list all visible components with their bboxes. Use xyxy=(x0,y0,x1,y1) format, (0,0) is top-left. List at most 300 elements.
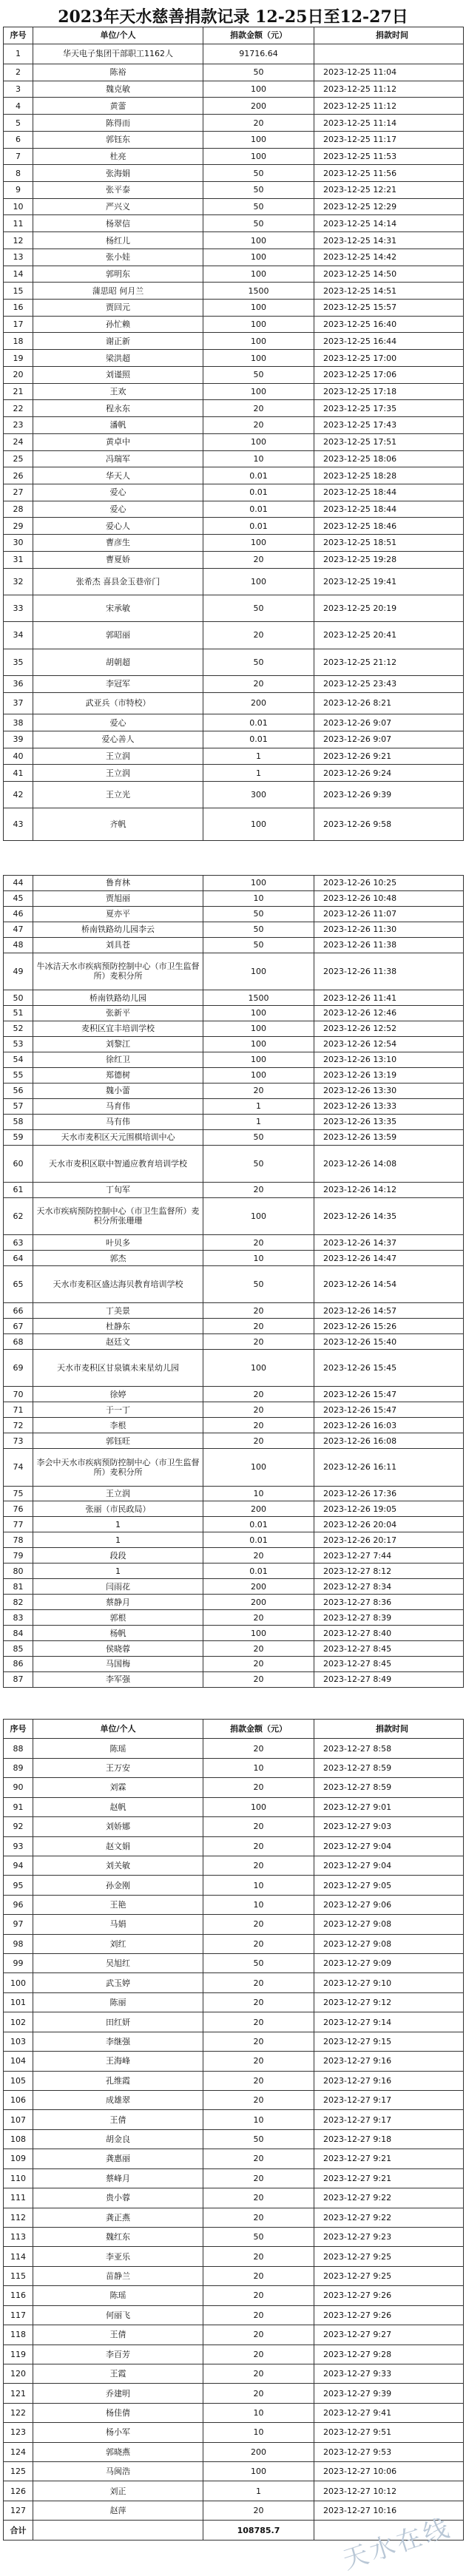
header-amount: 捐款金额（元） xyxy=(203,27,314,44)
table-row xyxy=(4,484,464,501)
table-row xyxy=(4,1579,464,1595)
row-amount: 20 xyxy=(203,1836,314,1856)
row-seq: 119 xyxy=(4,2345,33,2364)
row-seq: 122 xyxy=(4,2403,33,2422)
row-seq: 80 xyxy=(4,1563,33,1579)
table-row xyxy=(4,765,464,782)
row-time: 2023-12-25 12:29 xyxy=(314,198,464,215)
row-amount: 100 xyxy=(203,1052,314,1067)
row-time: 2023-12-27 8:40 xyxy=(314,1626,464,1641)
table-row xyxy=(4,2442,464,2461)
row-amount: 10 xyxy=(203,1895,314,1914)
row-amount: 20 xyxy=(203,1817,314,1836)
row-donor: 桥南铁路幼儿园 xyxy=(33,990,203,1006)
row-seq: 97 xyxy=(4,1915,33,1934)
row-seq: 76 xyxy=(4,1501,33,1517)
row-time: 2023-12-25 17:51 xyxy=(314,433,464,450)
row-donor: 叶贝多 xyxy=(33,1235,203,1251)
table-row xyxy=(4,81,464,98)
row-amount: 20 xyxy=(203,1083,314,1098)
total-empty xyxy=(33,2521,203,2540)
table-row xyxy=(4,2481,464,2501)
row-donor: 王欢 xyxy=(33,383,203,400)
row-seq: 64 xyxy=(4,1251,33,1266)
row-amount: 50 xyxy=(203,595,314,621)
table-row xyxy=(4,501,464,518)
row-amount: 10 xyxy=(203,890,314,906)
table-row xyxy=(4,2286,464,2305)
table-row xyxy=(4,1052,464,1067)
table-row xyxy=(4,1797,464,1816)
table-row xyxy=(4,1083,464,1098)
row-time: 2023-12-26 15:40 xyxy=(314,1334,464,1350)
row-donor: 贾回元 xyxy=(33,300,203,317)
table-row xyxy=(4,2227,464,2246)
row-donor: 张平泰 xyxy=(33,182,203,199)
row-amount: 100 xyxy=(203,953,314,990)
row-amount: 100 xyxy=(203,1797,314,1816)
row-amount: 50 xyxy=(203,937,314,953)
header-donor: 单位/个人 xyxy=(33,27,203,44)
row-donor: 王万安 xyxy=(33,1758,203,1777)
row-time: 2023-12-27 9:03 xyxy=(314,1817,464,1836)
row-donor: 张小娃 xyxy=(33,249,203,266)
row-seq: 70 xyxy=(4,1387,33,1402)
row-donor: 丁旬军 xyxy=(33,1182,203,1197)
row-donor: 爱心 xyxy=(33,484,203,501)
row-seq: 106 xyxy=(4,2091,33,2110)
row-time: 2023-12-26 20:04 xyxy=(314,1517,464,1532)
row-time: 2023-12-27 8:36 xyxy=(314,1595,464,1610)
row-amount: 20 xyxy=(203,1778,314,1797)
row-time: 2023-12-27 8:58 xyxy=(314,1739,464,1758)
row-donor: 刘正 xyxy=(33,2481,203,2501)
table-row xyxy=(4,2462,464,2481)
row-amount: 100 xyxy=(203,249,314,266)
row-amount: 50 xyxy=(203,649,314,675)
table-row xyxy=(4,1402,464,1418)
row-seq: 104 xyxy=(4,2052,33,2071)
row-amount: 100 xyxy=(203,316,314,333)
table-row xyxy=(4,1319,464,1334)
row-donor: 龚惠丽 xyxy=(33,2149,203,2168)
row-donor: 于一丁 xyxy=(33,1402,203,1418)
row-seq: 83 xyxy=(4,1610,33,1626)
row-donor: 刘娇娜 xyxy=(33,1817,203,1836)
row-donor: 华天电子集团干部职工1162人 xyxy=(33,44,203,64)
row-amount: 0.01 xyxy=(203,467,314,484)
row-time: 2023-12-27 8:45 xyxy=(314,1641,464,1657)
header-donor: 单位/个人 xyxy=(33,1720,203,1739)
row-amount: 20 xyxy=(203,2071,314,2090)
table-row xyxy=(4,551,464,568)
row-donor: 李继强 xyxy=(33,2032,203,2051)
row-donor: 刘黎江 xyxy=(33,1036,203,1052)
table-row xyxy=(4,2364,464,2383)
row-seq: 20 xyxy=(4,366,33,383)
row-donor: 杜静东 xyxy=(33,1319,203,1334)
row-amount: 20 xyxy=(203,2032,314,2051)
row-seq: 48 xyxy=(4,937,33,953)
row-time: 2023-12-27 10:06 xyxy=(314,2462,464,2481)
row-amount: 20 xyxy=(203,400,314,417)
table-row xyxy=(4,1036,464,1052)
row-time: 2023-12-26 9:39 xyxy=(314,782,464,808)
row-amount: 0.01 xyxy=(203,518,314,535)
row-amount: 200 xyxy=(203,692,314,714)
row-seq: 115 xyxy=(4,2266,33,2285)
table-row xyxy=(4,400,464,417)
table-row xyxy=(4,98,464,115)
row-amount: 0.01 xyxy=(203,714,314,731)
row-seq: 51 xyxy=(4,1006,33,1021)
table-row xyxy=(4,1235,464,1251)
table-row xyxy=(4,1098,464,1114)
row-seq: 29 xyxy=(4,518,33,535)
row-donor: 王倩 xyxy=(33,2110,203,2129)
row-seq: 127 xyxy=(4,2501,33,2520)
row-seq: 85 xyxy=(4,1641,33,1657)
table-row xyxy=(4,1739,464,1758)
row-time: 2023-12-27 9:05 xyxy=(314,1876,464,1895)
row-amount: 100 xyxy=(203,1021,314,1036)
row-time: 2023-12-27 9:14 xyxy=(314,2012,464,2032)
table-row xyxy=(4,232,464,249)
row-time: 2023-12-25 14:14 xyxy=(314,215,464,232)
row-time: 2023-12-26 15:47 xyxy=(314,1402,464,1418)
row-donor: 李会中天水市疾病预防控制中心（市卫生监督所）麦积分所 xyxy=(33,1449,203,1486)
row-donor: 段段 xyxy=(33,1548,203,1563)
row-time: 2023-12-25 19:41 xyxy=(314,568,464,595)
row-seq: 47 xyxy=(4,922,33,937)
table-row xyxy=(4,1114,464,1129)
row-donor: 孔维霞 xyxy=(33,2071,203,2090)
table-row xyxy=(4,1486,464,1501)
row-time: 2023-12-27 9:16 xyxy=(314,2052,464,2071)
row-time: 2023-12-27 9:21 xyxy=(314,2168,464,2188)
row-seq: 123 xyxy=(4,2423,33,2442)
row-amount: 20 xyxy=(203,1402,314,1418)
row-seq: 2 xyxy=(4,64,33,81)
row-seq: 31 xyxy=(4,551,33,568)
row-donor: 武亚兵（市特校） xyxy=(33,692,203,714)
table-row xyxy=(4,433,464,450)
row-time: 2023-12-26 13:10 xyxy=(314,1052,464,1067)
row-amount: 20 xyxy=(203,1934,314,1953)
row-time: 2023-12-26 15:47 xyxy=(314,1387,464,1402)
row-time: 2023-12-25 11:12 xyxy=(314,81,464,98)
row-amount: 50 xyxy=(203,198,314,215)
row-donor: 马育伟 xyxy=(33,1098,203,1114)
row-donor: 何丽飞 xyxy=(33,2305,203,2325)
table-row xyxy=(4,1973,464,1992)
table-row xyxy=(4,1021,464,1036)
row-amount: 50 xyxy=(203,366,314,383)
table-row xyxy=(4,1266,464,1303)
row-donor: 梁洪超 xyxy=(33,350,203,367)
row-amount: 10 xyxy=(203,1251,314,1266)
row-time: 2023-12-26 14:57 xyxy=(314,1303,464,1319)
row-amount: 20 xyxy=(203,1915,314,1934)
row-amount: 200 xyxy=(203,2442,314,2461)
row-time: 2023-12-26 13:35 xyxy=(314,1114,464,1129)
table-row xyxy=(4,215,464,232)
row-amount: 20 xyxy=(203,2266,314,2285)
row-seq: 25 xyxy=(4,450,33,467)
row-amount: 100 xyxy=(203,232,314,249)
row-donor: 刘谨照 xyxy=(33,366,203,383)
row-donor: 丁美景 xyxy=(33,1303,203,1319)
row-amount: 20 xyxy=(203,1319,314,1334)
row-donor: 麦积区宜丰培训学校 xyxy=(33,1021,203,1036)
row-time: 2023-12-27 8:34 xyxy=(314,1579,464,1595)
row-time: 2023-12-27 9:01 xyxy=(314,1797,464,1816)
table-row xyxy=(4,198,464,215)
row-seq: 78 xyxy=(4,1532,33,1548)
row-time: 2023-12-27 7:44 xyxy=(314,1548,464,1563)
table-row xyxy=(4,1758,464,1777)
row-seq: 79 xyxy=(4,1548,33,1563)
row-time: 2023-12-27 9:25 xyxy=(314,2247,464,2266)
row-seq: 61 xyxy=(4,1182,33,1197)
row-donor: 陈丽 xyxy=(33,1992,203,2012)
row-donor: 赵文娟 xyxy=(33,1836,203,1856)
row-time: 2023-12-26 14:37 xyxy=(314,1235,464,1251)
row-seq: 62 xyxy=(4,1197,33,1234)
row-seq: 12 xyxy=(4,232,33,249)
header-time: 捐款时间 xyxy=(314,1720,464,1739)
row-seq: 16 xyxy=(4,300,33,317)
total-label: 合计 xyxy=(4,2521,33,2540)
row-time: 2023-12-25 11:12 xyxy=(314,98,464,115)
row-donor: 李亚乐 xyxy=(33,2247,203,2266)
row-time: 2023-12-26 9:07 xyxy=(314,714,464,731)
row-seq: 87 xyxy=(4,1671,33,1687)
row-donor: 魏克敏 xyxy=(33,81,203,98)
row-donor: 陈瑶 xyxy=(33,1739,203,1758)
row-time: 2023-12-25 18:51 xyxy=(314,535,464,552)
row-time: 2023-12-27 9:15 xyxy=(314,2032,464,2051)
row-amount: 100 xyxy=(203,808,314,840)
row-time: 2023-12-26 11:38 xyxy=(314,953,464,990)
table-row xyxy=(4,2384,464,2403)
row-time: 2023-12-26 9:07 xyxy=(314,731,464,748)
row-donor: 杨帆 xyxy=(33,1626,203,1641)
row-seq: 5 xyxy=(4,115,33,132)
table-row xyxy=(4,1778,464,1797)
row-seq: 10 xyxy=(4,198,33,215)
table-row xyxy=(4,1145,464,1182)
row-amount: 1 xyxy=(203,1114,314,1129)
row-seq: 103 xyxy=(4,2032,33,2051)
row-amount: 20 xyxy=(203,2325,314,2345)
table-row xyxy=(4,165,464,182)
row-seq: 112 xyxy=(4,2208,33,2227)
row-donor: 张海娟 xyxy=(33,165,203,182)
row-donor: 桥南铁路幼儿园李云 xyxy=(33,922,203,937)
row-amount: 20 xyxy=(203,115,314,132)
table-row xyxy=(4,2091,464,2110)
table-row xyxy=(4,937,464,953)
row-time: 2023-12-27 8:12 xyxy=(314,1563,464,1579)
row-seq: 82 xyxy=(4,1595,33,1610)
row-donor: 张新平 xyxy=(33,1006,203,1021)
row-time: 2023-12-25 17:00 xyxy=(314,350,464,367)
row-amount: 100 xyxy=(203,1449,314,1486)
row-time: 2023-12-25 11:56 xyxy=(314,165,464,182)
row-donor: 杜亮 xyxy=(33,148,203,165)
row-time: 2023-12-25 16:44 xyxy=(314,333,464,350)
table-row xyxy=(4,990,464,1006)
row-seq: 34 xyxy=(4,622,33,649)
table-row xyxy=(4,2208,464,2227)
row-seq: 84 xyxy=(4,1626,33,1641)
row-time: 2023-12-26 14:35 xyxy=(314,1197,464,1234)
row-time: 2023-12-26 10:48 xyxy=(314,890,464,906)
row-time: 2023-12-26 11:41 xyxy=(314,990,464,1006)
row-amount: 1500 xyxy=(203,990,314,1006)
row-time: 2023-12-25 18:44 xyxy=(314,501,464,518)
row-donor: 李根 xyxy=(33,1418,203,1433)
row-donor: 程永东 xyxy=(33,400,203,417)
row-seq: 75 xyxy=(4,1486,33,1501)
row-amount: 100 xyxy=(203,1036,314,1052)
row-donor: 华天人 xyxy=(33,467,203,484)
row-seq: 57 xyxy=(4,1098,33,1114)
row-seq: 41 xyxy=(4,765,33,782)
row-amount: 100 xyxy=(203,131,314,148)
row-donor: 天水市疾病预防控制中心（市卫生监督所）麦积分所张珊珊 xyxy=(33,1197,203,1234)
row-seq: 60 xyxy=(4,1145,33,1182)
row-donor: 天水市麦积区甘泉镇未来星幼儿园 xyxy=(33,1350,203,1387)
table-row xyxy=(4,535,464,552)
table-row xyxy=(4,1626,464,1641)
table-row xyxy=(4,890,464,906)
row-time: 2023-12-26 12:54 xyxy=(314,1036,464,1052)
row-amount: 1500 xyxy=(203,283,314,300)
row-amount: 50 xyxy=(203,922,314,937)
row-donor: 郭晓燕 xyxy=(33,2442,203,2461)
row-time: 2023-12-27 8:59 xyxy=(314,1778,464,1797)
row-seq: 40 xyxy=(4,748,33,765)
row-donor: 龚正燕 xyxy=(33,2208,203,2227)
table-row xyxy=(4,1517,464,1532)
row-amount: 20 xyxy=(203,1992,314,2012)
row-time: 2023-12-27 10:16 xyxy=(314,2501,464,2520)
row-donor: 马有伟 xyxy=(33,1114,203,1129)
row-amount: 20 xyxy=(203,2364,314,2383)
row-seq: 66 xyxy=(4,1303,33,1319)
row-time: 2023-12-26 19:05 xyxy=(314,1501,464,1517)
table-header-row xyxy=(4,1720,464,1739)
row-donor: 王海峰 xyxy=(33,2052,203,2071)
row-donor: 天水市麦积区天元围棋培训中心 xyxy=(33,1129,203,1145)
row-time: 2023-12-27 9:10 xyxy=(314,1973,464,1992)
row-time: 2023-12-27 9:06 xyxy=(314,1895,464,1914)
row-amount: 100 xyxy=(203,876,314,891)
table-row xyxy=(4,2129,464,2149)
row-donor: 陈得而 xyxy=(33,115,203,132)
row-time: 2023-12-25 17:43 xyxy=(314,417,464,434)
row-donor: 刘红 xyxy=(33,1934,203,1953)
row-seq: 27 xyxy=(4,484,33,501)
row-donor: 黄蕾 xyxy=(33,98,203,115)
row-amount: 100 xyxy=(203,300,314,317)
row-amount: 50 xyxy=(203,1129,314,1145)
row-donor: 张希杰 喜县金玉巷帝门 xyxy=(33,568,203,595)
table-row xyxy=(4,1595,464,1610)
row-amount: 10 xyxy=(203,2110,314,2129)
row-donor: 马国梅 xyxy=(33,1657,203,1672)
table-row xyxy=(4,467,464,484)
table-row xyxy=(4,2032,464,2051)
row-time: 2023-12-27 9:17 xyxy=(314,2110,464,2129)
table-row xyxy=(4,1856,464,1875)
row-donor: 郭杰 xyxy=(33,1251,203,1266)
row-seq: 121 xyxy=(4,2384,33,2403)
row-donor: 牛冰洁天水市疾病预防控制中心（市卫生监督所）麦积分所 xyxy=(33,953,203,990)
row-time: 2023-12-27 9:51 xyxy=(314,2423,464,2442)
row-amount: 50 xyxy=(203,215,314,232)
row-time: 2023-12-26 14:08 xyxy=(314,1145,464,1182)
row-donor: 杨小军 xyxy=(33,2423,203,2442)
table-row xyxy=(4,1610,464,1626)
table-row xyxy=(4,568,464,595)
table-row xyxy=(4,1876,464,1895)
row-seq: 125 xyxy=(4,2462,33,2481)
row-donor: 王立光 xyxy=(33,782,203,808)
row-seq: 43 xyxy=(4,808,33,840)
row-time: 2023-12-26 17:36 xyxy=(314,1486,464,1501)
row-seq: 8 xyxy=(4,165,33,182)
row-donor: 蔡峰月 xyxy=(33,2168,203,2188)
row-amount: 50 xyxy=(203,2227,314,2246)
row-amount: 10 xyxy=(203,1876,314,1895)
row-amount: 20 xyxy=(203,1739,314,1758)
row-amount: 100 xyxy=(203,1006,314,1021)
row-seq: 19 xyxy=(4,350,33,367)
row-donor: 田红妍 xyxy=(33,2012,203,2032)
row-time: 2023-12-25 18:06 xyxy=(314,450,464,467)
row-time: 2023-12-27 9:33 xyxy=(314,2364,464,2383)
row-amount: 200 xyxy=(203,1595,314,1610)
row-time: 2023-12-26 13:30 xyxy=(314,1083,464,1098)
row-time: 2023-12-25 18:28 xyxy=(314,467,464,484)
row-donor: 乔建明 xyxy=(33,2384,203,2403)
table-row xyxy=(4,1433,464,1449)
row-time: 2023-12-25 16:40 xyxy=(314,316,464,333)
row-amount: 20 xyxy=(203,1433,314,1449)
row-amount: 100 xyxy=(203,1067,314,1083)
row-seq: 93 xyxy=(4,1836,33,1856)
row-time: 2023-12-26 14:54 xyxy=(314,1266,464,1303)
row-amount: 20 xyxy=(203,417,314,434)
row-amount: 20 xyxy=(203,675,314,692)
table-row xyxy=(4,417,464,434)
row-amount: 100 xyxy=(203,535,314,552)
table-row xyxy=(4,1182,464,1197)
row-time xyxy=(314,44,464,64)
row-amount: 20 xyxy=(203,2091,314,2110)
row-donor: 李军强 xyxy=(33,1671,203,1687)
table-row xyxy=(4,1129,464,1145)
row-donor: 谢正新 xyxy=(33,333,203,350)
row-time: 2023-12-25 11:14 xyxy=(314,115,464,132)
table-row xyxy=(4,748,464,765)
row-donor: 郭明东 xyxy=(33,266,203,283)
row-seq: 101 xyxy=(4,1992,33,2012)
row-seq: 1 xyxy=(4,44,33,64)
